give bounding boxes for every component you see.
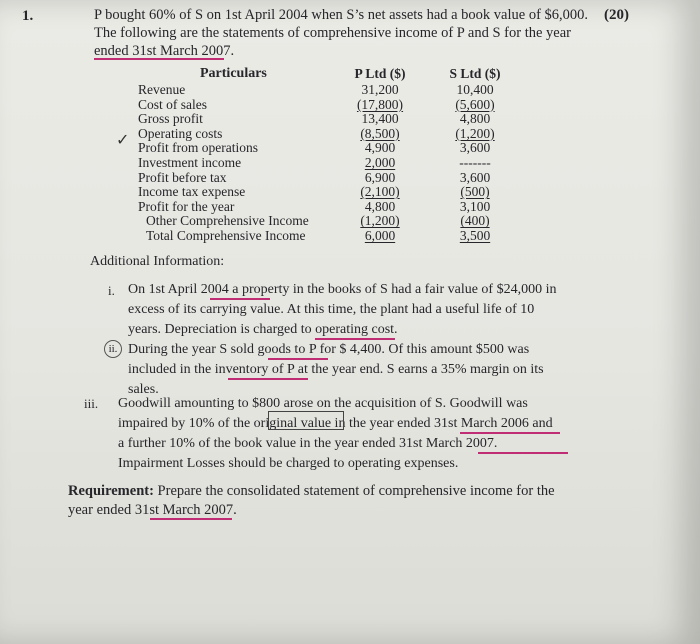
table-row-p-value: (17,800) [356,96,404,112]
table-row-s-value: (5,600) [455,96,495,112]
table-row-label: Profit before tax [138,169,227,185]
table-row-s-value: 3,500 [459,228,491,243]
info-item-3-line-4: Impairment Losses should be charged to operating expenses. [118,456,459,471]
table-row-s-value: (500) [460,184,490,200]
info-item-2-line-2: included in the inventory of P at the year end. S earns a 35% margin on its [128,362,544,377]
info-item-number-3: iii. [84,396,99,411]
pen-underline [460,432,560,434]
info-item-3-line-2: impaired by 10% of the original value in the year ended 31st March 2006 and [118,416,553,431]
table-row-s-value: 3,600 [459,169,491,185]
pen-underline [94,58,224,60]
table-row-label: Income tax expense [138,184,246,200]
intro-line-1: P bought 60% of S on 1st April 2004 when S’s net assets had a book value of $6,000. [94,7,589,23]
table-row-p-value: 6,000 [364,228,396,243]
table-row-s-value: 4,800 [459,111,491,127]
handwritten-box [268,411,344,430]
table-row-label: Cost of sales [138,96,207,112]
table-row-p-value: (1,200) [360,213,400,229]
table-row-label: Other Comprehensive Income [146,213,309,229]
pen-underline [150,518,232,520]
question-intro [94,6,588,60]
info-item-2-line-3: sales. [128,382,159,397]
table-row-s-value: 3,100 [459,198,491,214]
check-mark-icon: ✓ [116,130,130,149]
requirement-line-1: Prepare the consolidated statement of comprehensive income for the [157,483,555,499]
info-item-1 [128,280,556,340]
pen-underline [228,378,308,380]
info-item-number-2: ii. [104,340,122,358]
question-marks: (20) [604,7,629,23]
pen-underline [210,298,270,300]
question-number: 1. [22,8,34,24]
requirement-label: Requirement: [68,483,154,499]
additional-info-heading: Additional Information: [90,254,225,269]
table-row-label: Profit for the year [138,198,235,214]
table-row-p-value: 31,200 [361,82,399,97]
table-header-particulars: Particulars [200,66,267,81]
table-row-label: Operating costs [138,125,223,141]
table-row-p-value: 6,900 [364,169,396,185]
info-item-2-line-1: During the year S sold goods to P for $ 4,400. Of this amount $500 was [128,342,530,357]
table-row-label: Total Comprehensive Income [146,228,306,243]
info-item-number-1: i. [108,283,115,298]
info-item-3-line-3: a further 10% of the book value in the year ended 31st March 2007. [118,436,498,451]
intro-line-2: The following are the statements of comprehensive income of P and S for the year [94,25,572,41]
table-header-p-ltd: P Ltd ($) [354,66,406,81]
intro-line-3: ended 31st March 2007. [94,43,235,59]
pen-underline [268,358,328,360]
table-row-p-value: 4,900 [364,140,396,156]
table-row-p-value: (2,100) [360,184,400,200]
table-row-s-value: 10,400 [456,82,494,97]
table-header-s-ltd: S Ltd ($) [449,66,501,81]
table-row-label: Revenue [138,82,186,97]
pen-underline [478,452,568,454]
table-row-s-value: 3,600 [459,140,491,156]
requirement-line-2: year ended 31st March 2007. [68,502,237,518]
table-row-label: Investment income [138,155,242,170]
info-item-1-line-3: years. Depreciation is charged to operating cost. [128,322,398,337]
table-row-p-value: 2,000 [364,155,396,170]
table-row-label: Gross profit [138,111,203,127]
table-row-p-value: (8,500) [360,125,400,141]
table-row-p-value: 13,400 [361,111,399,127]
requirement [68,482,555,520]
table-row-p-value: 4,800 [364,198,396,214]
info-item-3-line-1: Goodwill amounting to $800 arose on the acquisition of S. Goodwill was [118,396,528,411]
table-row-label: Profit from operations [138,140,258,156]
table-row-s-value: (400) [460,213,490,229]
info-item-1-line-2: excess of its carrying value. At this time, the plant had a useful life of 10 [128,302,535,317]
table-row-s-value: (1,200) [455,125,495,141]
info-item-1-line-1: On 1st April 2004 a property in the books of S had a fair value of $24,000 in [128,282,557,297]
info-item-3 [118,394,553,474]
info-item-2 [128,340,544,400]
table-row-s-value: ------- [459,155,491,170]
